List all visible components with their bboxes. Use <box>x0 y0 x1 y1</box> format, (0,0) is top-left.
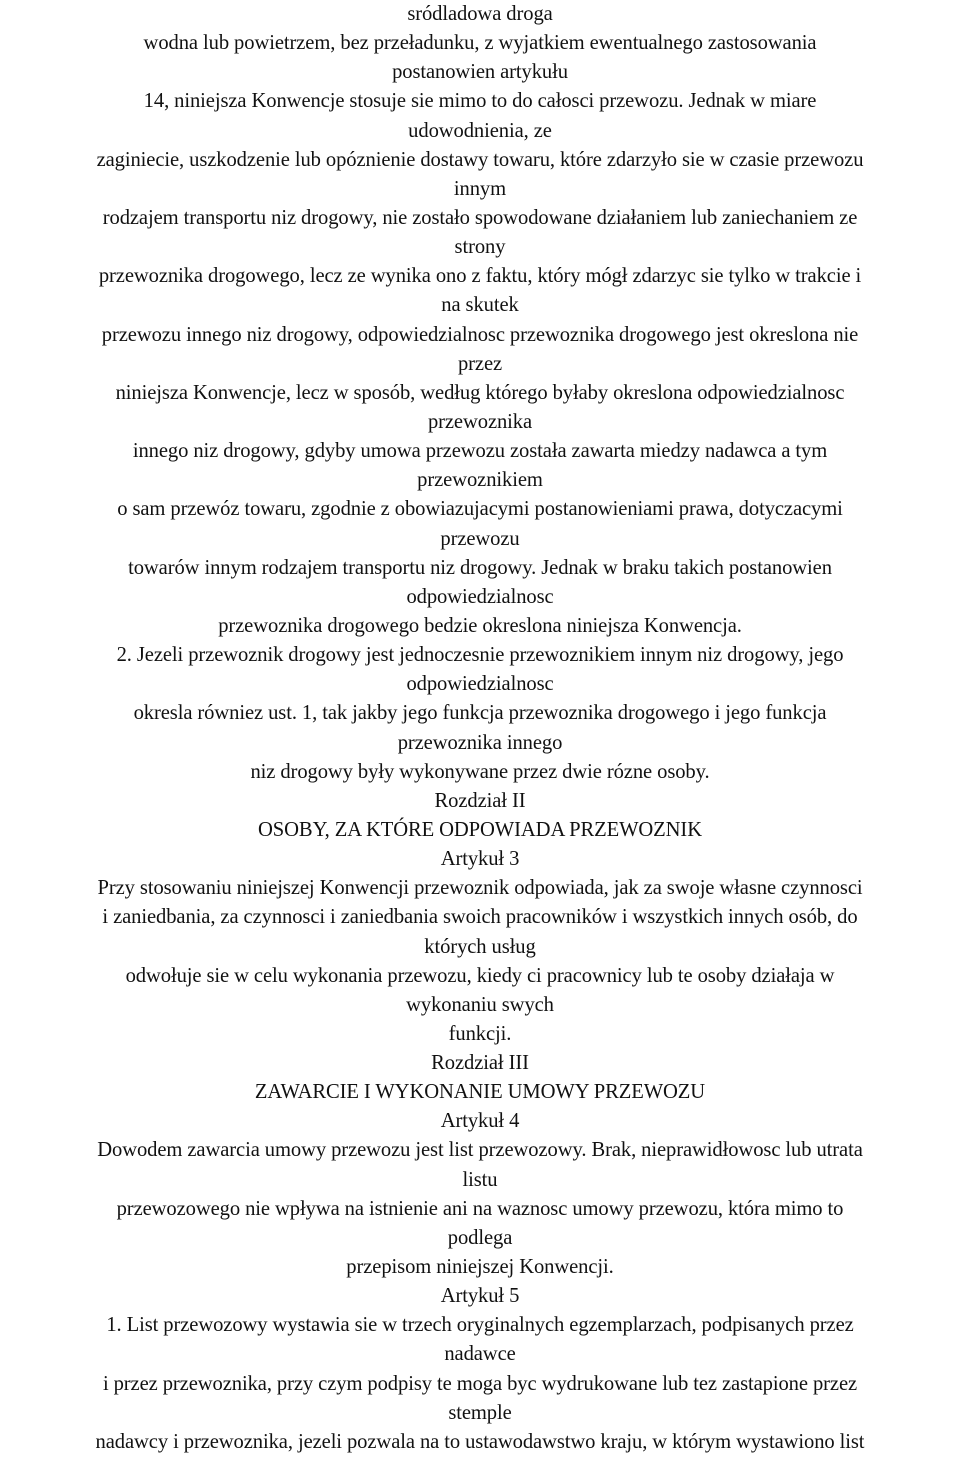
chapter-heading: Rozdział III <box>431 1052 529 1075</box>
chapter-title: OSOBY, ZA KTÓRE ODPOWIADA PRZEWOZNIK <box>258 818 702 841</box>
text-line: o sam przewóz towaru, zgodnie z obowiazujacymi postanowieniami prawa, dotyczacymi <box>117 498 843 521</box>
text-line: przez <box>457 352 503 375</box>
text-line: strony <box>454 236 506 259</box>
text-line: 14, niniejsza Konwencje stosuje sie mimo to do całosci przewozu. Jednak w miare <box>143 90 817 113</box>
text-line: nadawce <box>444 1343 516 1366</box>
text-line: przewoznikiem <box>417 469 543 492</box>
text-line: przewozu innego niz drogowy, odpowiedzialnosc przewoznika drogowego jest okreslona nie <box>101 323 859 346</box>
text-line: innego niz drogowy, gdyby umowa przewozu została zawarta miedzy nadawca a tym <box>132 440 828 463</box>
article-heading: Artykuł 3 <box>440 848 520 871</box>
article-heading: Artykuł 5 <box>440 1285 520 1308</box>
text-line: nadawcy i przewoznika, jezeli pozwala na to ustawodawstwo kraju, w którym wystawiono list <box>95 1430 865 1453</box>
text-line: sródladowa droga <box>407 3 553 25</box>
text-line: na skutek <box>441 294 519 317</box>
text-line: przewoznika <box>427 410 533 433</box>
text-line: których usług <box>424 935 536 958</box>
text-line: postanowien artykułu <box>392 61 568 84</box>
text-line: rodzajem transportu niz drogowy, nie zostało spowodowane działaniem lub zaniechaniem ze <box>102 206 858 229</box>
text-line: niniejsza Konwencje, lecz w sposób, według którego byłaby okreslona odpowiedzialnosc <box>115 381 845 404</box>
text-line: odpowiedzialnosc <box>406 585 554 608</box>
text-line: przewoznika innego <box>397 731 563 754</box>
text-line: niz drogowy były wykonywane przez dwie rózne osoby. <box>250 760 710 783</box>
text-line: podlega <box>447 1226 513 1249</box>
text-line: 2. Jezeli przewoznik drogowy jest jednoczesnie przewoznikiem innym niz drogowy, jego <box>116 644 844 667</box>
text-line: 1. List przewozowy wystawia sie w trzech oryginalnych egzemplarzach, podpisanych przez <box>106 1314 854 1337</box>
text-line: przepisom niniejszej Konwencji. <box>346 1256 614 1279</box>
text-line: Przy stosowaniu niniejszej Konwencji przewoznik odpowiada, jak za swoje własne czynnosci <box>97 877 863 900</box>
text-line: stemple <box>448 1401 512 1424</box>
text-line: wykonaniu swych <box>406 993 554 1016</box>
text-line: listu <box>462 1168 498 1191</box>
text-line: i zaniedbania, za czynnosci i zaniedbania swoich pracowników i wszystkich innych osób, do <box>102 906 858 929</box>
text-line: wodna lub powietrzem, bez przeładunku, z wyjatkiem ewentualnego zastosowania <box>143 32 817 55</box>
text-line: Dowodem zawarcia umowy przewozu jest list przewozowy. Brak, nieprawidłowosc lub utrata <box>97 1139 863 1162</box>
text-line: i przez przewoznika, przy czym podpisy te moga byc wydrukowane lub tez zastapione przez <box>102 1372 858 1395</box>
text-line: przewozu <box>440 527 520 550</box>
text-line: innym <box>453 177 507 200</box>
text-line: przewoznika drogowego bedzie okreslona niniejsza Konwencja. <box>218 614 742 637</box>
text-line: towarów innym rodzajem transportu niz drogowy. Jednak w braku takich postanowien <box>128 556 832 579</box>
article-heading: Artykuł 4 <box>440 1110 520 1133</box>
text-line: udowodnienia, ze <box>408 119 552 142</box>
text-line: zaginiecie, uszkodzenie lub opóznienie dostawy towaru, które zdarzyło sie w czasie przewozu <box>96 148 864 171</box>
text-line: okresla równiez ust. 1, tak jakby jego funkcja przewoznika drogowego i jego funkcja <box>133 702 827 725</box>
chapter-title: ZAWARCIE I WYKONANIE UMOWY PRZEWOZU <box>254 1081 706 1104</box>
text-line: odwołuje sie w celu wykonania przewozu, kiedy ci pracownicy lub te osoby działaja w <box>125 964 835 987</box>
text-line: przewoznika drogowego, lecz ze wynika ono z faktu, który mógł zdarzyc sie tylko w trakcie i <box>98 265 862 288</box>
text-line: przewozowego nie wpływa na istnienie ani na waznosc umowy przewozu, która mimo to <box>116 1197 844 1220</box>
text-line: funkcji. <box>448 1022 512 1045</box>
text-line: odpowiedzialnosc <box>406 673 554 696</box>
chapter-heading: Rozdział II <box>434 789 526 812</box>
